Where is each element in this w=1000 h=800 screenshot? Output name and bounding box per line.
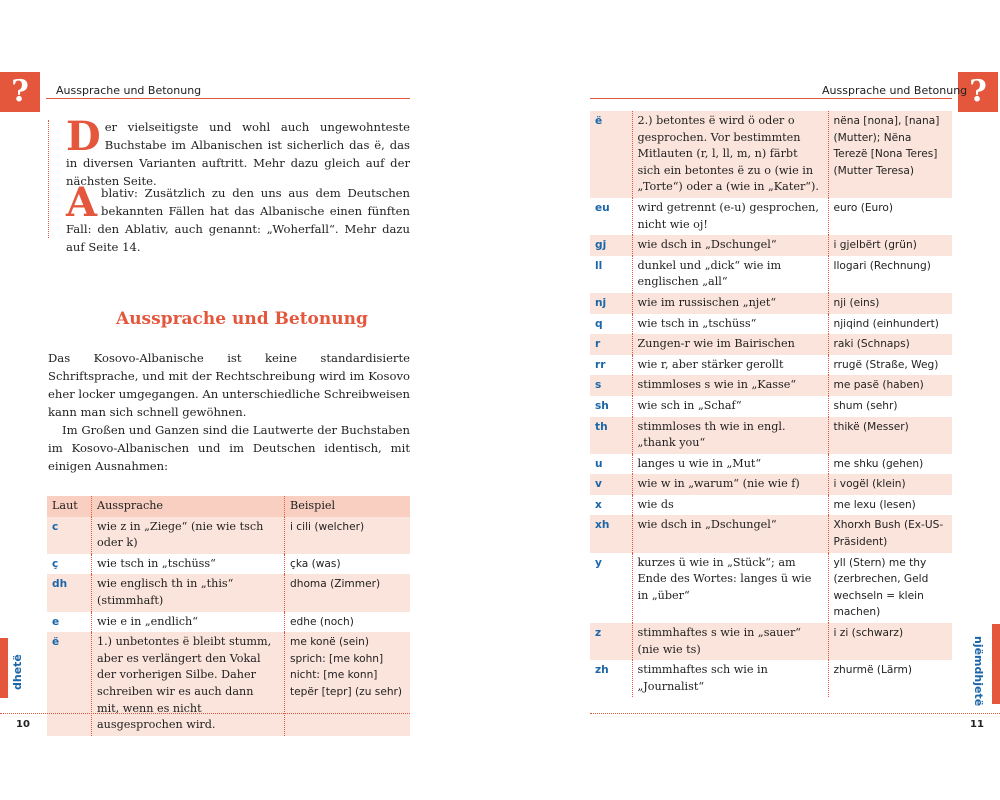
beispiel: me pasë (haben) bbox=[828, 375, 952, 396]
laut: rr bbox=[595, 358, 606, 371]
aussprache: wie e in „endlich“ bbox=[92, 612, 285, 633]
table-row bbox=[590, 495, 952, 516]
table-row bbox=[47, 632, 410, 736]
aussprache: wie dsch in „Dschungel“ bbox=[632, 515, 828, 552]
table-header-laut: Laut bbox=[47, 496, 92, 517]
aussprache: wird getrennt (e-u) gesprochen, nicht wie oj! bbox=[632, 198, 828, 235]
intro-text: er vielseitigste und wohl auch ungewohnteste Buchstabe im Albanischen ist sicherlich das ë, das in diversen Varianten auftritt. Mehr dazu gleich auf der nächsten Seite. bbox=[66, 120, 410, 188]
table-row bbox=[590, 417, 952, 454]
beispiel: euro (Euro) bbox=[828, 198, 952, 235]
aussprache: 2.) betontes ë wird ö oder o gesprochen. Vor bestimmten Mitlauten (r, l, ll, m, n) färbt sich ein betontes ë zu o (wie in „Torte“) oder a (wie in „Kater“). bbox=[632, 111, 828, 198]
dropcap: A bbox=[66, 179, 98, 226]
beispiel: me lexu (lesen) bbox=[828, 495, 952, 516]
table-row bbox=[590, 396, 952, 417]
beispiel: thikë (Messer) bbox=[828, 417, 952, 454]
header-rule-left bbox=[46, 98, 410, 99]
aussprache: stimmloses th wie in engl. „thank you“ bbox=[632, 417, 828, 454]
footer-rule-right bbox=[590, 713, 1000, 714]
table-row bbox=[590, 314, 952, 335]
laut: nj bbox=[595, 296, 607, 309]
beispiel: i gjelbërt (grün) bbox=[828, 235, 952, 256]
beispiel: dhoma (Zimmer) bbox=[285, 574, 411, 611]
beispiel: i vogël (klein) bbox=[828, 474, 952, 495]
table-row bbox=[590, 474, 952, 495]
dropcap: D bbox=[66, 113, 101, 160]
aussprache: wie tsch in „tschüss“ bbox=[92, 554, 285, 575]
section-title: Aussprache und Betonung bbox=[116, 309, 368, 329]
aussprache: kurzes ü wie in „Stück“; am Ende des Wortes: langes ü wie in „über“ bbox=[632, 553, 828, 623]
beispiel: i cili (welcher) bbox=[285, 517, 411, 554]
table-row bbox=[590, 235, 952, 256]
body-paragraph-1: Das Kosovo-Albanische ist keine standardisierte Schriftsprache, und mit der Rechtschreibung wird im Kosovo eher locker umgegangen. An unterschiedliche Schreibweisen kann man sich schnell gewöhnen. bbox=[48, 351, 410, 419]
table-row bbox=[590, 198, 952, 235]
table-row bbox=[590, 515, 952, 552]
intro-paragraph-2 bbox=[66, 179, 410, 256]
side-tab-right bbox=[992, 624, 1000, 704]
aussprache: wie dsch in „Dschungel“ bbox=[632, 235, 828, 256]
beispiel: çka (was) bbox=[285, 554, 411, 575]
table-row bbox=[47, 554, 410, 575]
laut: eu bbox=[595, 201, 610, 214]
laut: v bbox=[595, 478, 602, 491]
aussprache: wie r, aber stärker gerollt bbox=[632, 355, 828, 376]
aussprache: Zungen-r wie im Bairischen bbox=[632, 334, 828, 355]
table-header-aussprache: Aussprache bbox=[92, 496, 285, 517]
beispiel: shum (sehr) bbox=[828, 396, 952, 417]
table-row bbox=[590, 660, 952, 697]
laut: ë bbox=[595, 115, 603, 127]
aussprache: wie w in „warum“ (nie wie f) bbox=[632, 474, 828, 495]
table-header-beispiel: Beispiel bbox=[285, 496, 411, 517]
question-mark-icon: ? bbox=[0, 72, 40, 112]
intro-paragraph-1 bbox=[66, 113, 410, 190]
pronunciation-table-right bbox=[590, 111, 952, 697]
side-label-right: njëmdhjetë bbox=[972, 636, 985, 707]
beispiel: raki (Schnaps) bbox=[828, 334, 952, 355]
beispiel: yll (Stern) me thy (zerbrechen, Geld wechseln = klein machen) bbox=[828, 553, 952, 623]
table-row bbox=[590, 623, 952, 660]
footer-rule-left bbox=[0, 713, 410, 714]
laut: x bbox=[595, 498, 602, 511]
table-row bbox=[590, 111, 952, 198]
laut: gj bbox=[595, 239, 607, 252]
intro-text: blativ: Zusätzlich zu den uns aus dem Deutschen bekannten Fällen hat das Albanische einen fünften Fall: den Ablativ, auch genannt: „Woherfall“. Mehr dazu auf Seite 14. bbox=[66, 186, 410, 254]
beispiel: me konë (sein) sprich: [me kohn] nicht: [me konn] tepër [tepr] (zu sehr) bbox=[285, 632, 411, 736]
side-label-left: dhetë bbox=[11, 654, 24, 690]
table-row bbox=[590, 334, 952, 355]
laut: ll bbox=[595, 259, 603, 272]
laut: q bbox=[595, 317, 603, 330]
running-header-left: Aussprache und Betonung bbox=[56, 84, 202, 97]
table-row bbox=[590, 454, 952, 475]
beispiel: llogari (Rechnung) bbox=[828, 256, 952, 293]
aussprache: wie im russischen „njet“ bbox=[632, 293, 828, 314]
laut: u bbox=[595, 457, 603, 470]
page-number-right: 11 bbox=[970, 719, 984, 730]
laut: s bbox=[595, 379, 602, 392]
aussprache: wie ds bbox=[632, 495, 828, 516]
aussprache: wie sch in „Schaf“ bbox=[632, 396, 828, 417]
laut: c bbox=[52, 520, 59, 533]
aussprache: stimmhaftes s wie in „sauer“ (nie wie ts) bbox=[632, 623, 828, 660]
aussprache: stimmhaftes sch wie in „Journalist“ bbox=[632, 660, 828, 697]
laut: e bbox=[52, 615, 60, 628]
aussprache: 1.) unbetontes ë bleibt stumm, aber es verlängert den Vokal der vorherigen Silbe. Daher schreiben wir es auch dann mit, wenn es nicht ausgesprochen wird. bbox=[92, 632, 285, 736]
laut: z bbox=[595, 627, 602, 640]
intro-margin-rule bbox=[48, 120, 49, 238]
aussprache: dunkel und „dick“ wie im englischen „all“ bbox=[632, 256, 828, 293]
laut: y bbox=[595, 556, 602, 569]
running-header-right: Aussprache und Betonung bbox=[822, 84, 968, 97]
laut: ç bbox=[52, 557, 59, 570]
beispiel: nëna [nona], [nana] (Mutter); Nëna Terezë [Nona Teres] (Mutter Teresa) bbox=[828, 111, 952, 198]
pronunciation-table-left bbox=[47, 496, 410, 736]
beispiel: njiqind (einhundert) bbox=[828, 314, 952, 335]
beispiel: i zi (schwarz) bbox=[828, 623, 952, 660]
beispiel: zhurmë (Lärm) bbox=[828, 660, 952, 697]
aussprache: langes u wie in „Mut“ bbox=[632, 454, 828, 475]
laut: th bbox=[595, 420, 608, 433]
aussprache: stimmloses s wie in „Kasse“ bbox=[632, 375, 828, 396]
beispiel: rrugë (Straße, Weg) bbox=[828, 355, 952, 376]
table-row bbox=[590, 256, 952, 293]
aussprache: wie englisch th in „this“ (stimmhaft) bbox=[92, 574, 285, 611]
laut: ë bbox=[52, 636, 60, 649]
beispiel: Xhorxh Bush (Ex-US-Präsident) bbox=[828, 515, 952, 552]
page-number-left: 10 bbox=[16, 719, 30, 730]
laut: r bbox=[595, 338, 601, 351]
aussprache: wie tsch in „tschüss“ bbox=[632, 314, 828, 335]
beispiel: nji (eins) bbox=[828, 293, 952, 314]
table-row bbox=[47, 612, 410, 633]
table-row bbox=[590, 293, 952, 314]
table-row bbox=[47, 574, 410, 611]
side-tab-left bbox=[0, 638, 8, 698]
laut: xh bbox=[595, 519, 610, 532]
laut: dh bbox=[52, 578, 68, 591]
table-row bbox=[590, 375, 952, 396]
beispiel: me shku (gehen) bbox=[828, 454, 952, 475]
laut: sh bbox=[595, 399, 609, 412]
table-row bbox=[590, 553, 952, 623]
header-rule-right bbox=[590, 98, 952, 99]
laut: zh bbox=[595, 664, 609, 677]
aussprache: wie z in „Ziege“ (nie wie tsch oder k) bbox=[92, 517, 285, 554]
table-row bbox=[47, 517, 410, 554]
body-paragraph-2: Im Großen und Ganzen sind die Lautwerte der Buchstaben im Kosovo-Albanischen und im Deutschen identisch, mit einigen Ausnahmen: bbox=[48, 423, 410, 473]
beispiel: edhe (noch) bbox=[285, 612, 411, 633]
table-row bbox=[590, 355, 952, 376]
question-mark-icon: ? bbox=[958, 72, 998, 112]
